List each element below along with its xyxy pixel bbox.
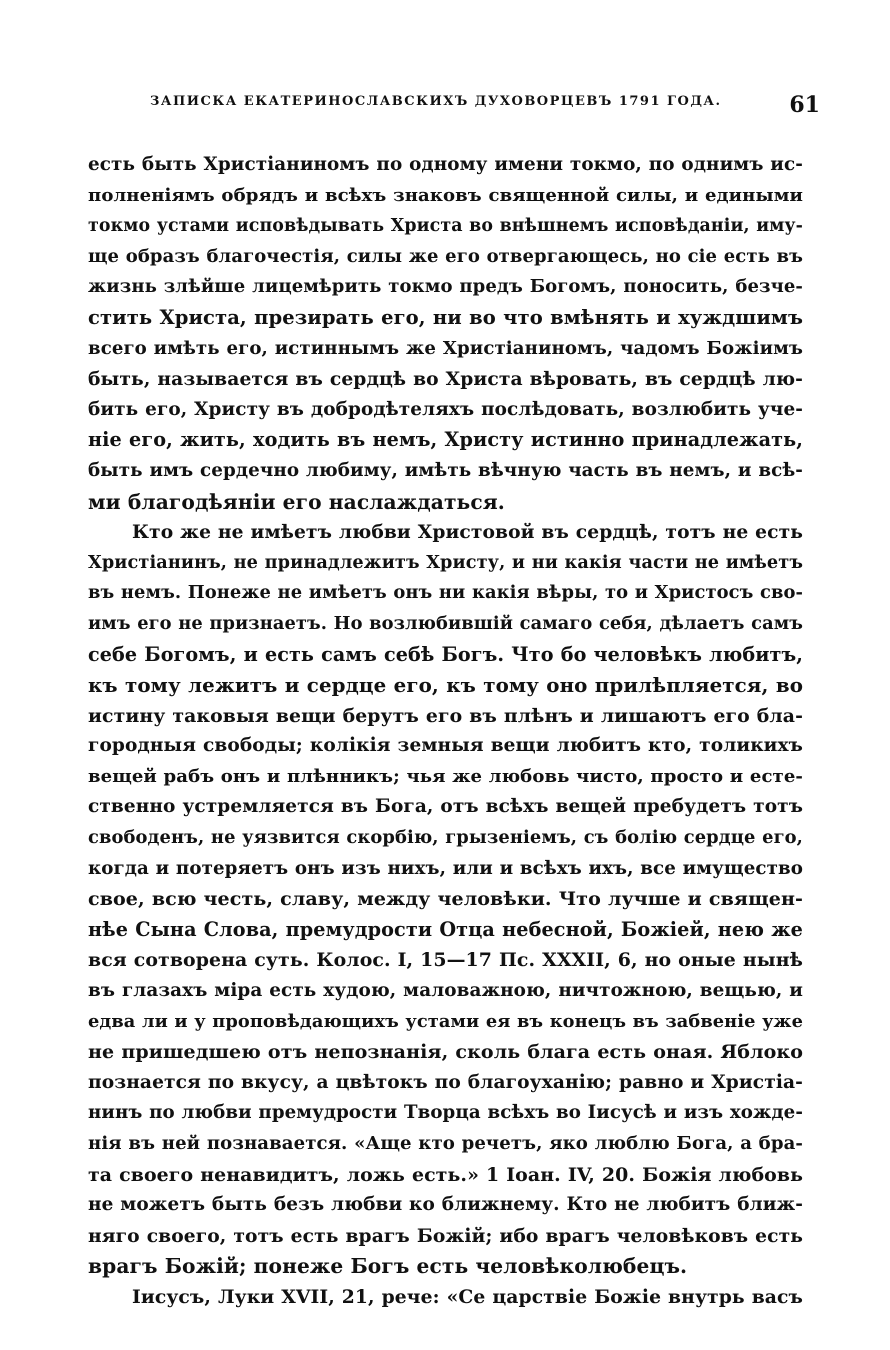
text-line: быть, называется въ сердцѣ во Христа вѣровать, въ сердцѣ лю- (88, 368, 803, 391)
page-number: 61 (789, 92, 820, 118)
text-line: нинъ по любви премудрости Творца всѣхъ во Іисусѣ и изъ хожде- (88, 1102, 803, 1124)
text-line: себе Богомъ, и есть самъ себѣ Богъ. Что бо человѣкъ любитъ, (88, 642, 803, 666)
text-line: свое, всю честь, славу, между человѣки. Что лучше и священ- (88, 888, 803, 911)
text-line: врагъ Божій; понеже Богъ есть человѣколюбецъ. (88, 1254, 688, 1279)
text-line: полненіямъ обрядъ и всѣхъ знаковъ священной силы, и едиными (88, 184, 803, 206)
text-line: когда и потеряетъ онъ изъ нихъ, или и всѣхъ ихъ, все имущество (88, 857, 803, 879)
text-line: едва ли и у проповѣдающихъ устами ея въ конецъ въ забвеніе уже (88, 1010, 803, 1032)
text-line: ми благодѣяніи его наслаждаться. (88, 489, 505, 514)
running-head (150, 94, 820, 124)
text-line: ще образъ благочестія, силы же его отвергающесь, но сіе есть въ (88, 245, 803, 267)
text-line: вещей рабъ онъ и плѣнникъ; чья же любовь чисто, просто и есте- (88, 765, 803, 787)
text-line: стить Христа, презирать его, ни во что вмѣнять и хуждшимъ (88, 305, 803, 329)
text-line: бить его, Христу въ добродѣтеляхъ послѣдовать, возлюбить уче- (88, 398, 803, 420)
text-line: имъ его не признаетъ. Но возлюбившій самаго себя, дѣлаетъ самъ (88, 612, 803, 634)
text-line: нія въ ней познавается. «Аще кто речетъ, яко люблю Бога, а бра- (88, 1133, 803, 1154)
text-line: ственно устремляется въ Бога, отъ всѣхъ вещей пребудетъ тотъ (88, 796, 803, 818)
text-line: Христіанинъ, не принадлежитъ Христу, и ни какія части не имѣетъ (88, 551, 803, 573)
text-line: всего имѣть его, истиннымъ же Христіаниномъ, чадомъ Божіимъ (88, 337, 803, 359)
text-line: въ глазахъ міра есть худою, маловажною, ничтожною, вещью, и (88, 980, 803, 1002)
text-line: познается по вкусу, а цвѣтокъ по благоуханію; равно и Христіа- (88, 1071, 803, 1093)
text-line: къ тому лежитъ и сердце его, къ тому оно прилѣпляется, во (88, 673, 803, 698)
text-line: истину таковыя вещи берутъ его въ плѣнъ и лишаютъ его бла- (88, 704, 803, 727)
body-text (88, 150, 803, 1313)
text-line: не пришедшею отъ непознанія, сколь блага есть оная. Яблоко (88, 1041, 803, 1064)
text-line: свободенъ, не уязвится скорбію, грызеніемъ, съ болію сердце его, (88, 827, 803, 849)
text-line: жизнь злѣйше лицемѣрить токмо предъ Богомъ, поносить, безче- (88, 276, 803, 298)
text-line: есть быть Христіаниномъ по одному имени токмо, по однимъ ис- (88, 154, 803, 175)
text-line: няго своего, тотъ есть врагъ Божій; ибо врагъ человѣковъ есть (88, 1224, 803, 1247)
running-title: ЗАПИСКА ЕКАТЕРИНОСЛАВСКИХЪ ДУХОВОРЦЕВЪ 1791 ГОДА. (150, 94, 722, 109)
text-line: токмо устами исповѣдывать Христа во внѣшнемъ исповѣданіи, иму- (88, 216, 803, 237)
text-line: въ немъ. Понеже не имѣетъ онъ ни какія вѣры, то и Христосъ сво- (88, 582, 803, 604)
text-line: Кто же не имѣетъ любви Христовой въ сердцѣ, тотъ не есть (132, 521, 803, 544)
text-line: нѣе Сына Слова, премудрости Отца небесной, Божіей, нею же (88, 917, 803, 941)
text-line: та своего ненавидитъ, ложь есть.» 1 Іоан. IV, 20. Божія любовь (88, 1163, 803, 1186)
text-line: не можетъ быть безъ любви ко ближнему. Кто не любитъ ближ- (88, 1194, 803, 1216)
text-line: городныя свободы; колікія земныя вещи любитъ кто, толикихъ (88, 735, 803, 757)
text-line: вся сотворена суть. Колос. I, 15—17 Пс. XXXII, 6, но оные нынѣ (88, 949, 803, 972)
text-line: Іисусъ, Луки XVII, 21, рече: «Се царствіе Божіе внутрь васъ (132, 1285, 803, 1308)
text-line: ніе его, жить, ходить въ немъ, Христу истинно принадлежать, (88, 428, 803, 452)
text-line: быть имъ сердечно любиму, имѣть вѣчную часть въ немъ, и всѣ- (88, 459, 803, 481)
